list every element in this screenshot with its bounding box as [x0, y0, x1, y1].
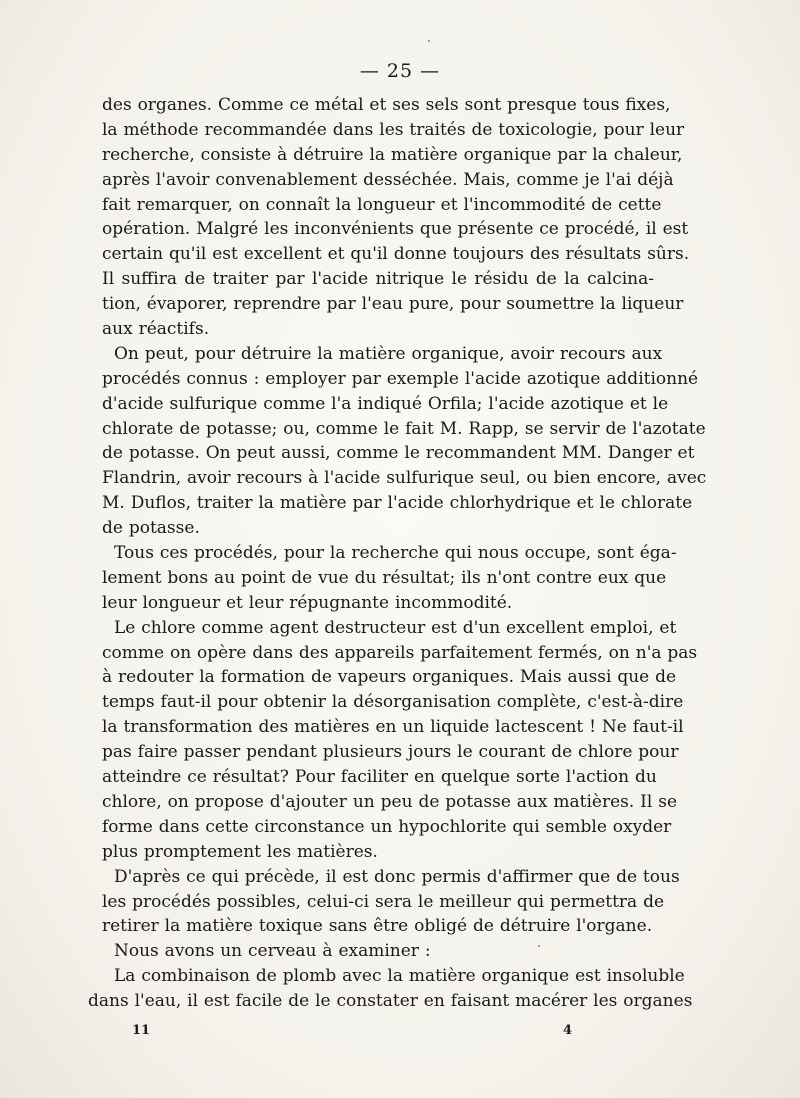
text-line: de potasse. On peut aussi, comme le recommandent MM. Danger et	[102, 443, 695, 464]
text-line: plus promptement les matières.	[102, 841, 378, 862]
text-line: chlorate de potasse; ou, comme le fait M. Rapp, se servir de l'azotate	[102, 418, 706, 439]
text-line: les procédés possibles, celui-ci sera le meilleur qui permettra de	[102, 891, 665, 912]
signature-mark-right: 4	[563, 1023, 573, 1038]
text-line: tion, évaporer, reprendre par l'eau pure, pour soumettre la liqueur	[102, 294, 684, 315]
text-line: certain qu'il est excellent et qu'il donne toujours des résultats sûrs.	[102, 244, 690, 265]
paper-speck	[538, 945, 540, 947]
text-line: Le chlore comme agent destructeur est d'un excellent emploi, et	[114, 617, 677, 638]
text-line: leur longueur et leur répugnante incommodité.	[102, 592, 513, 613]
text-line: la méthode recommandée dans les traités de toxicologie, pour leur	[102, 119, 685, 140]
text-line: chlore, on propose d'ajouter un peu de potasse aux matières. Il se	[102, 791, 677, 812]
text-line: après l'avoir convenablement desséchée. Mais, comme je l'ai déjà	[102, 169, 674, 190]
text-line: retirer la matière toxique sans être obligé de détruire l'organe.	[102, 916, 653, 937]
paper-speck	[428, 40, 430, 42]
text-line: recherche, consiste à détruire la matière organique par la chaleur,	[102, 144, 683, 165]
text-line: à redouter la formation de vapeurs organiques. Mais aussi que de	[102, 667, 677, 688]
text-line: On peut, pour détruire la matière organique, avoir recours aux	[114, 343, 663, 364]
text-line: la transformation des matières en un liquide lactescent ! Ne faut-il	[102, 717, 684, 738]
text-line: comme on opère dans des appareils parfaitement fermés, on n'a pas	[102, 642, 698, 663]
text-line: des organes. Comme ce métal et ses sels sont presque tous fixes,	[102, 95, 671, 115]
page-footer	[0, 1023, 800, 1043]
text-line: temps faut-il pour obtenir la désorganisation complète, c'est-à-dire	[102, 692, 684, 713]
text-line: atteindre ce résultat? Pour faciliter en quelque sorte l'action du	[102, 767, 657, 788]
text-line: opération. Malgré les inconvénients que présente ce procédé, il est	[102, 219, 689, 240]
text-line: fait remarquer, on connaît la longueur et l'incommodité de cette	[102, 194, 662, 215]
text-line: forme dans cette circonstance un hypochlorite qui semble oxyder	[102, 816, 672, 837]
text-line: D'après ce qui précède, il est donc permis d'affirmer que de tous	[114, 866, 680, 887]
text-line: de potasse.	[102, 518, 200, 539]
text-line: Flandrin, avoir recours à l'acide sulfurique seul, ou bien encore, avec	[102, 468, 707, 489]
text-line: M. Duflos, traiter la matière par l'acide chlorhydrique et le chlorate	[102, 493, 693, 514]
text-line: Nous avons un cerveau à examiner :	[114, 941, 431, 962]
text-line: Tous ces procédés, pour la recherche qui nous occupe, sont éga-	[114, 543, 677, 564]
text-line: lement bons au point de vue du résultat; ils n'ont contre eux que	[102, 567, 667, 588]
body-text	[88, 93, 707, 1014]
text-line: La combinaison de plomb avec la matière organique est insoluble	[114, 966, 685, 987]
text-line: pas faire passer pendant plusieurs jours le courant de chlore pour	[102, 742, 679, 763]
text-line: d'acide sulfurique comme l'a indiqué Orfila; l'acide azotique et le	[102, 393, 669, 414]
text-line: dans l'eau, il est facile de le constater en faisant macérer les organes	[88, 991, 693, 1012]
signature-mark-left: 11	[132, 1023, 151, 1038]
text-line: Il suffira de traiter par l'acide nitrique le résidu de la calcina-	[102, 269, 654, 290]
text-line: aux réactifs.	[102, 319, 210, 340]
text-line: procédés connus : employer par exemple l'acide azotique additionné	[102, 368, 699, 389]
page-number-header: — 25 —	[359, 60, 441, 82]
